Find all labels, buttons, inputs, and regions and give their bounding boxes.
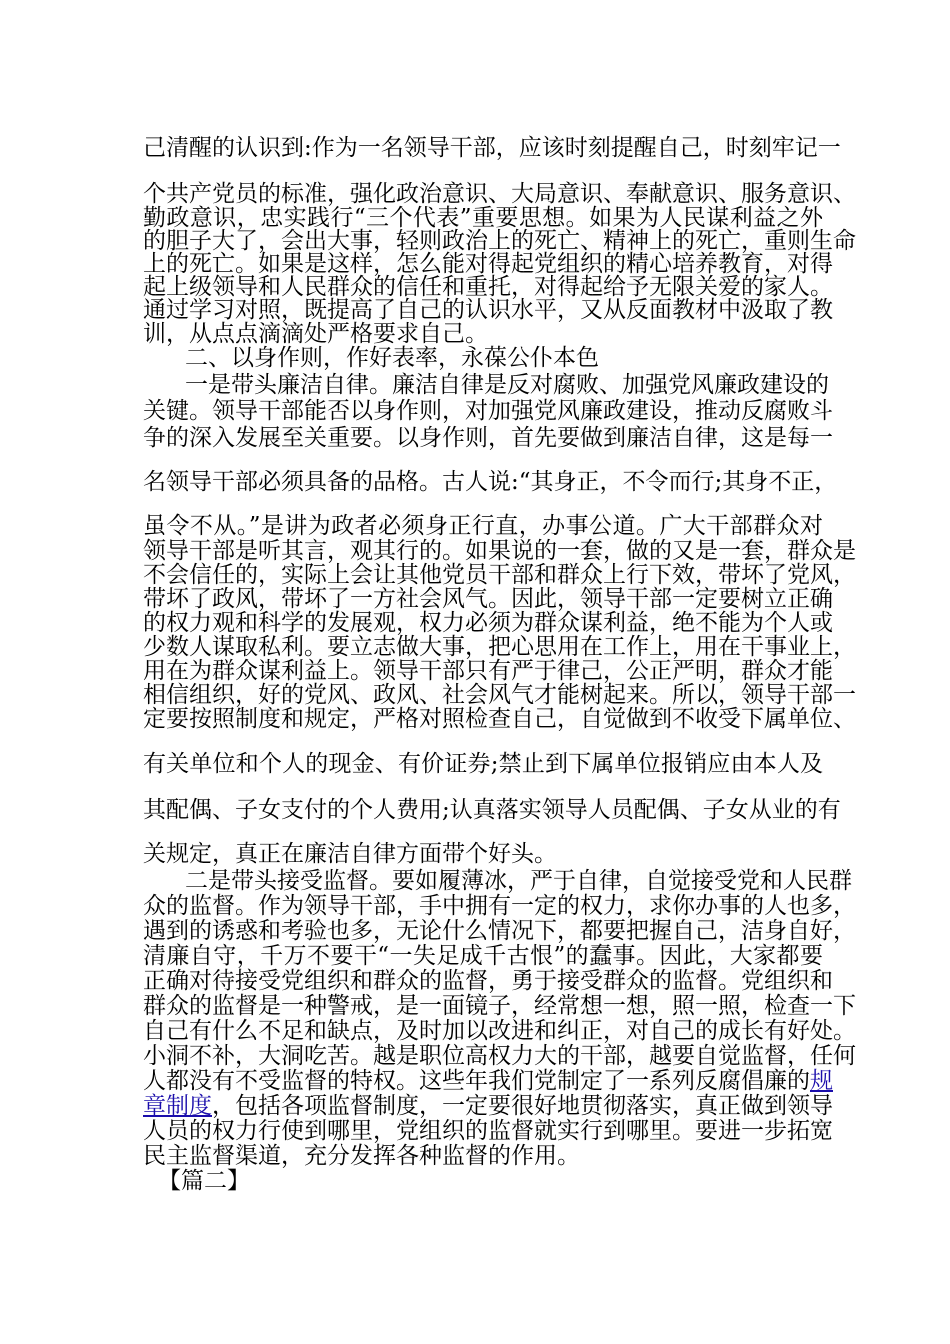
text-line: 少数人谋取私利。要立志做大事，把心思用在工作上，用在干事业上，: [143, 634, 856, 660]
text-line: 个共产党员的标准，强化政治意识、大局意识、奉献意识、服务意识、: [143, 181, 856, 207]
rules-link[interactable]: 规: [810, 1068, 833, 1094]
rules-link[interactable]: 章制度: [143, 1093, 212, 1119]
text-line: 通过学习对照，既提高了自己的认识水平，又从反面教材中汲取了教: [143, 297, 833, 323]
text-line: 民主监督渠道，充分发挥各种监督的作用。: [143, 1143, 580, 1169]
text-line: 不会信任的，实际上会让其他党员干部和群众上行下效，带坏了党风，: [143, 562, 856, 588]
text-line: 人员的权力行使到哪里，党组织的监督就实行到哪里。要进一步拓宽: [143, 1118, 833, 1144]
text-line: 关键。领导干部能否以身作则，对加强党风廉政建设，推动反腐败斗: [143, 398, 833, 424]
text-line: 众的监督。作为领导干部，手中拥有一定的权力，求你办事的人也多，: [143, 893, 856, 919]
text-line: 带坏了政风，带坏了一方社会风气。因此，领导干部一定要树立正确: [143, 586, 833, 612]
text-line: 上的死亡。如果是这样，怎么能对得起党组织的精心培养教育，对得: [143, 251, 833, 277]
text-line: 自己有什么不足和缺点，及时加以改进和纠正，对自己的成长有好处。: [143, 1018, 856, 1044]
text-line: 遇到的诱惑和考验也多，无论什么情况下，都要把握自己，洁身自好，: [143, 918, 856, 944]
text-line: 正确对待接受党组织和群众的监督，勇于接受群众的监督。党组织和: [143, 968, 833, 994]
text-line: 争的深入发展至关重要。以身作则，首先要做到廉洁自律，这是每一: [143, 425, 833, 451]
text-line: 清廉自守，千万不要干“一失足成千古恨”的蠢事。因此，大家都要: [143, 943, 823, 969]
text-line: 用在为群众谋利益上。领导干部只有严于律己，公正严明，群众才能: [143, 658, 833, 684]
text-line: 领导干部是听其言，观其行的。如果说的一套，做的又是一套，群众是: [143, 538, 856, 564]
text-line: 小洞不补，大洞吃苦。越是职位高权力大的干部，越要自觉监督，任何: [143, 1043, 856, 1069]
text-line: 群众的监督是一种警戒，是一面镜子，经常想一想，照一照，检查一下: [143, 993, 856, 1019]
text-line: 己清醒的认识到:作为一名领导干部，应该时刻提醒自己，时刻牢记一: [143, 135, 841, 161]
text-line: 其配偶、子女支付的个人费用;认真落实领导人员配偶、子女从业的有: [143, 797, 841, 823]
text-line: 的胆子大了，会出大事，轻则政治上的死亡、精神上的死亡，重则生命: [143, 228, 856, 254]
text-line: 有关单位和个人的现金、有价证券;禁止到下属单位报销应由本人及: [143, 751, 823, 777]
text-line: 关规定，真正在廉洁自律方面带个好头。: [143, 841, 557, 867]
text-line: 一是带头廉洁自律。廉洁自律是反对腐败、加强党风廉政建设的: [185, 372, 829, 398]
text-line: 相信组织，好的党风、政风、社会风气才能树起来。所以，领导干部一: [143, 682, 856, 708]
text-line: 二是带头接受监督。要如履薄冰，严于自律，自觉接受党和人民群: [185, 868, 852, 894]
text-line: 起上级领导和人民群众的信任和重托，对得起给予无限关爱的家人。: [143, 274, 833, 300]
section-label: 【篇二】: [158, 1168, 250, 1194]
text-line: 勤政意识，忠实践行“三个代表”重要思想。如果为人民谋利益之外: [143, 205, 823, 231]
text-line: 名领导干部必须具备的品格。古人说:“其身正，不令而行;其身不正，: [143, 469, 838, 495]
text-line: 定要按照制度和规定，严格对照检查自己，自觉做到不收受下属单位、: [143, 706, 856, 732]
text-line: 虽令不从。”是讲为政者必须身正行直，办事公道。广大干部群众对: [143, 513, 823, 539]
section-heading: 二、以身作则，作好表率，永葆公仆本色: [185, 345, 599, 371]
text-line: 训，从点点滴滴处严格要求自己。: [143, 321, 488, 347]
text-line: 的权力观和科学的发展观，权力必须为群众谋利益，绝不能为个人或: [143, 610, 833, 636]
text-span: 人都没有不受监督的特权。这些年我们党制定了一系列反腐倡廉的: [143, 1068, 810, 1094]
text-span: ，包括各项监督制度，一定要很好地贯彻落实，真正做到领导: [212, 1093, 833, 1119]
